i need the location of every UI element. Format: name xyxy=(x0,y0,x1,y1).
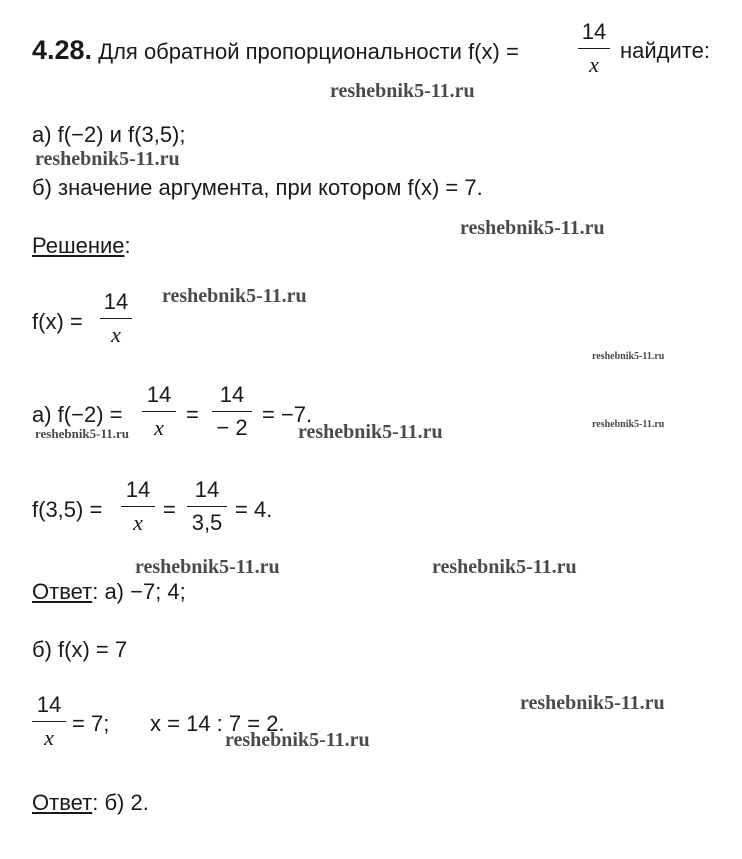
c-fraction-1 xyxy=(121,478,155,535)
answer-1-label: Ответ xyxy=(32,579,93,604)
part-b: б) значение аргумента, при котором f(x) = 7. xyxy=(32,175,483,200)
problem-number: 4.28. xyxy=(32,35,93,65)
fraction-bar xyxy=(578,48,610,49)
c-lhs: f(3,5) = xyxy=(32,497,103,522)
fraction-denominator: x xyxy=(589,52,599,77)
fraction-bar xyxy=(100,318,132,319)
answer-2 xyxy=(32,790,149,816)
watermark: reshebnik5-11.ru xyxy=(298,421,443,443)
watermark: reshebnik5-11.ru xyxy=(330,80,475,102)
fraction-numerator: 14 xyxy=(103,289,129,314)
watermark: reshebnik5-11.ru xyxy=(460,217,605,239)
fraction-denominator: x xyxy=(111,322,121,347)
watermark: reshebnik5-11.ru xyxy=(592,419,665,430)
b-x-solution: x = 14 : 7 = 2. xyxy=(150,711,285,736)
fraction-bar xyxy=(32,721,66,722)
answer-2-label: Ответ xyxy=(32,790,93,815)
fraction-numerator: 14 xyxy=(36,692,62,717)
fraction-bar xyxy=(212,411,252,412)
fraction-numerator: 14 xyxy=(125,477,151,502)
c-equals: = xyxy=(163,497,176,522)
a-equals: = xyxy=(186,402,199,427)
a-fraction-1 xyxy=(142,383,176,440)
part-a: а) f(−2) и f(3,5); xyxy=(32,122,186,147)
watermark: reshebnik5-11.ru xyxy=(135,556,280,578)
definition-lhs: f(x) = xyxy=(32,309,83,334)
answer-2-text: : б) 2. xyxy=(92,790,149,815)
watermark: reshebnik5-11.ru xyxy=(225,729,370,751)
b-fraction xyxy=(32,693,66,750)
watermark: reshebnik5-11.ru xyxy=(520,692,665,714)
fraction-numerator: 14 xyxy=(581,19,607,44)
watermark: reshebnik5-11.ru xyxy=(35,426,130,441)
answer-1-text: : а) −7; 4; xyxy=(92,579,186,604)
fraction-denominator: x xyxy=(133,510,143,535)
b-middle: = 7; xyxy=(72,711,110,736)
watermark: reshebnik5-11.ru xyxy=(592,351,665,362)
c-result: = 4. xyxy=(235,497,273,522)
statement-fraction xyxy=(578,20,610,77)
fraction-bar xyxy=(121,506,155,507)
definition-fraction xyxy=(100,290,132,347)
answer-1 xyxy=(32,579,186,605)
watermark: reshebnik5-11.ru xyxy=(162,285,307,307)
a-lhs: а) f(−2) = xyxy=(32,402,123,427)
watermark: reshebnik5-11.ru xyxy=(432,556,577,578)
fraction-numerator: 14 xyxy=(146,382,172,407)
a-result: = −7. xyxy=(262,402,313,427)
a-fraction-2 xyxy=(212,383,252,440)
fraction-denominator: 3,5 xyxy=(191,510,223,535)
fraction-denominator: − 2 xyxy=(216,415,248,440)
statement-prefix: Для обратной пропорциональности f(x) = xyxy=(98,39,519,64)
c-fraction-2 xyxy=(187,478,227,535)
fraction-numerator: 14 xyxy=(194,477,220,502)
problem-header xyxy=(32,37,519,65)
solution-heading xyxy=(32,233,131,259)
solution-heading-text: Решение xyxy=(32,233,125,258)
fraction-denominator: x xyxy=(44,725,54,750)
fraction-bar xyxy=(142,411,176,412)
fraction-numerator: 14 xyxy=(219,382,245,407)
fraction-denominator: x xyxy=(154,415,164,440)
statement-suffix: найдите: xyxy=(620,38,710,63)
solution-heading-colon: : xyxy=(124,233,131,258)
b-equation: б) f(x) = 7 xyxy=(32,637,128,662)
watermark: reshebnik5-11.ru xyxy=(35,148,180,170)
fraction-bar xyxy=(187,506,227,507)
